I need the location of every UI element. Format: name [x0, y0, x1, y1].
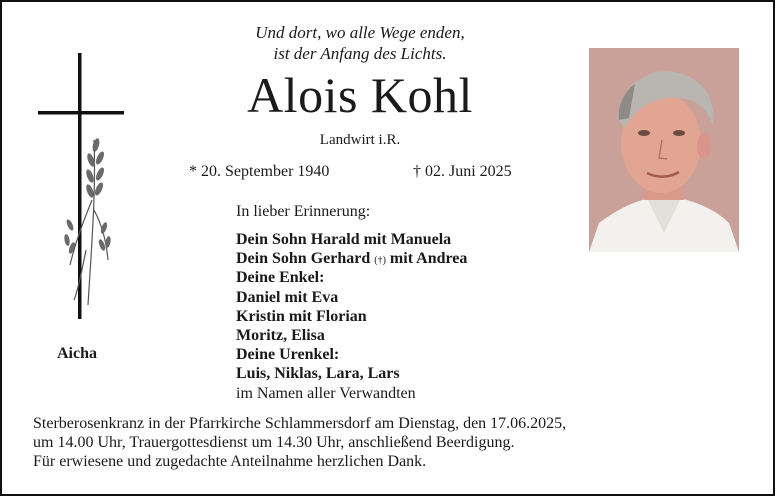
mourner-line: Dein Sohn Gerhard (†) mit Andrea: [236, 250, 468, 267]
mourner-line: Moritz, Elisa: [236, 327, 325, 344]
mourner-line: Daniel mit Eva: [236, 289, 339, 306]
mourner-heading: Deine Enkel:: [236, 269, 325, 286]
death-date: † 02. Juni 2025: [413, 163, 512, 180]
mourner-heading: Deine Urenkel:: [236, 346, 340, 363]
footer-line-2: um 14.00 Uhr, Trauergottesdienst um 14.30 Uhr, anschließend Beerdigung.: [33, 434, 515, 451]
mourner-line: Kristin mit Florian: [236, 308, 367, 325]
portrait-photo: [589, 48, 739, 252]
mourner-line: Dein Sohn Harald mit Manuela: [236, 231, 452, 248]
mourners-closing: im Namen aller Verwandten: [236, 385, 416, 402]
mourner-line: Luis, Niklas, Lara, Lars: [236, 365, 400, 382]
quote-line-2: ist der Anfang des Lichts.: [273, 44, 447, 63]
footer-line-1: Sterberosenkranz in der Pfarrkirche Schlammersdorf am Dienstag, den 17.06.2025,: [33, 415, 567, 432]
quote-line-1: Und dort, wo alle Wege enden,: [255, 23, 465, 42]
deceased-mark: (†): [374, 255, 386, 266]
cross-with-wheat-icon: [34, 50, 129, 322]
birth-date: * 20. September 1940: [189, 163, 330, 180]
mourners-intro: In lieber Erinnerung:: [236, 203, 371, 220]
profession: Landwirt i.R.: [319, 132, 401, 148]
footer-line-3: Für erwiesene und zugedachte Anteilnahme herzlichen Dank.: [33, 453, 427, 470]
place-of-residence: Aicha: [57, 345, 97, 362]
funeral-details: [33, 414, 566, 471]
deceased-name: Alois Kohl: [247, 67, 473, 123]
